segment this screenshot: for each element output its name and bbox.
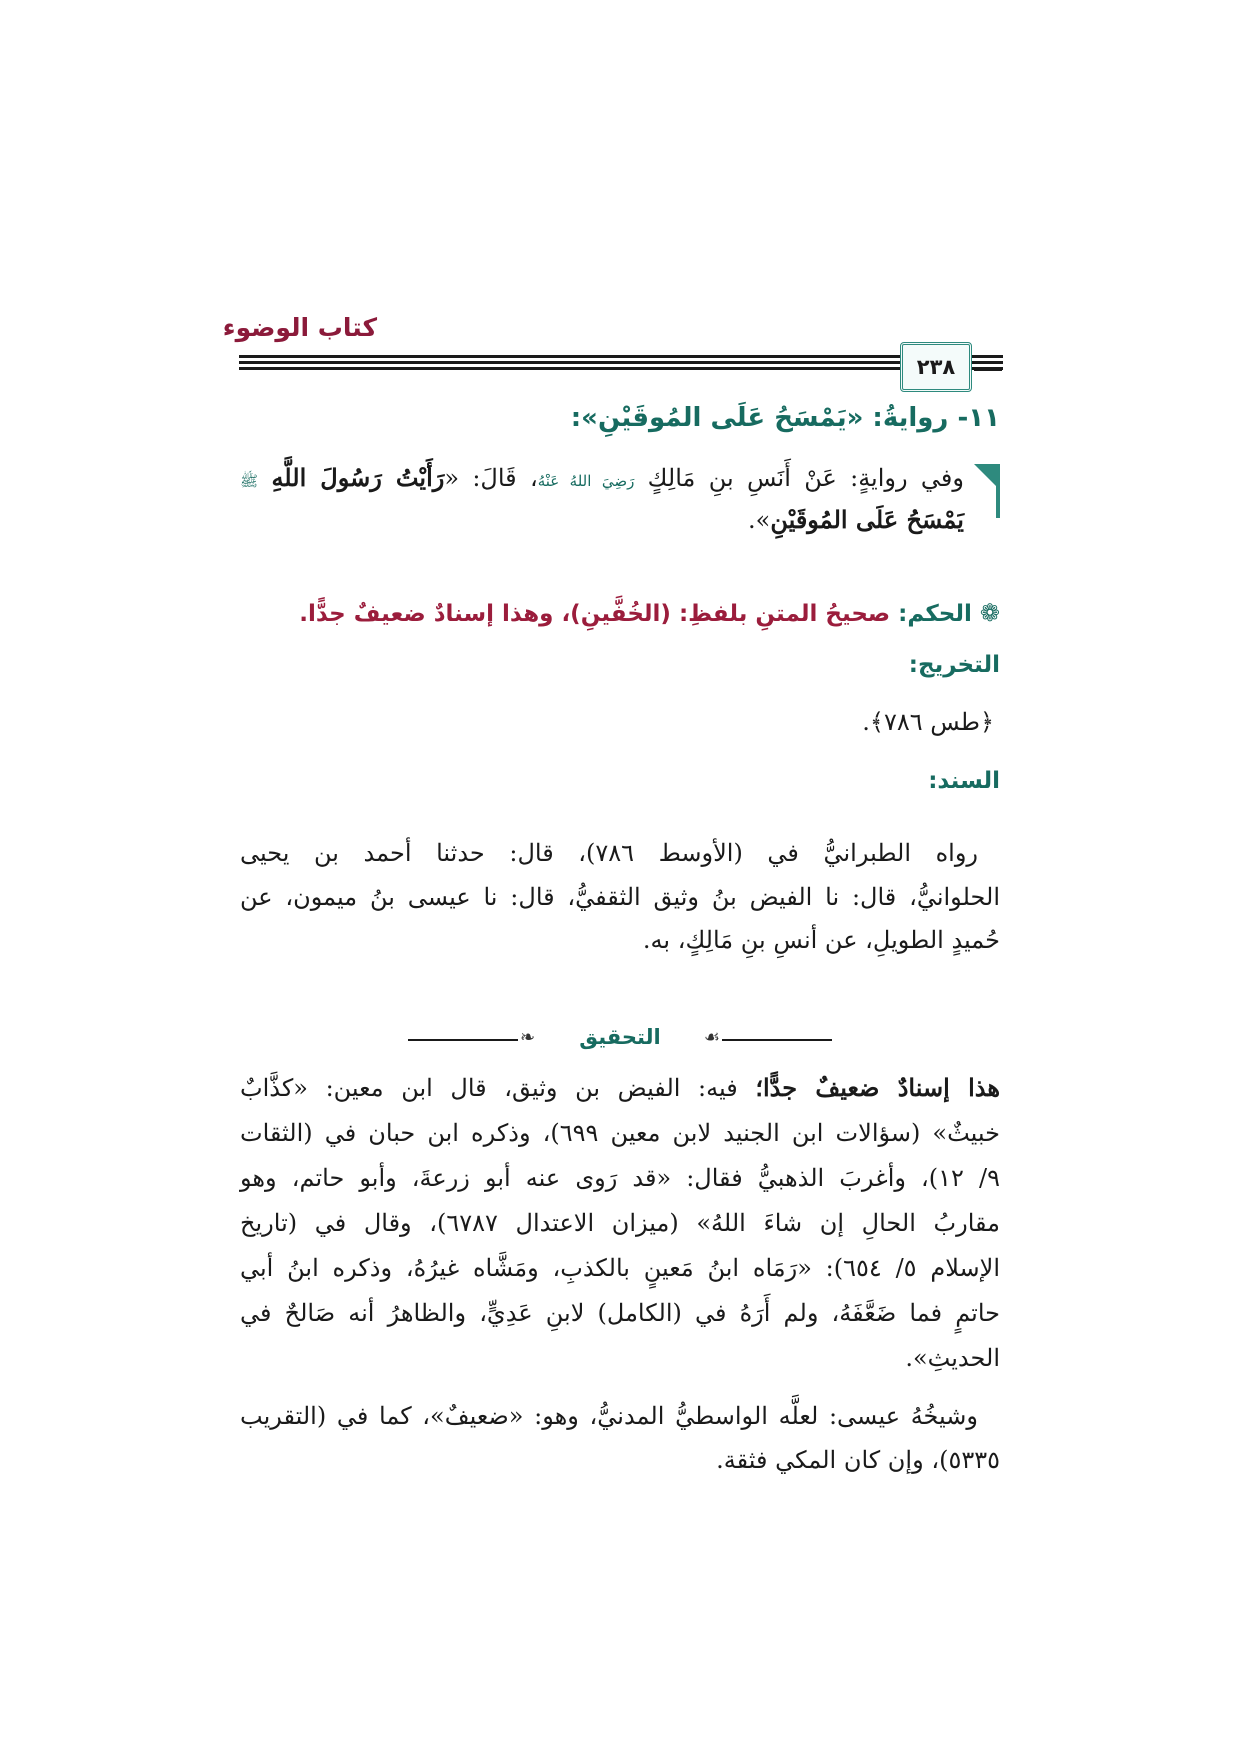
tahqiq-line: الحديثِ». xyxy=(905,1344,1000,1372)
takhrij-heading: التخريج: xyxy=(908,652,1000,678)
tahqiq-heading: التحقيق xyxy=(579,1025,661,1049)
tahqiq-line: الإسلام ٥/ ٦٥٤): «رَمَاه ابنُ مَعينٍ بالكذبِ، ومَشَّاه غيرُهُ، وذكره ابنُ أبي xyxy=(240,1254,1000,1282)
corner-ornament xyxy=(976,464,1000,518)
tahqiq-line: وشيخُهُ عيسى: لعلَّه الواسطيُّ المدنيُّ، وهو: «ضعيفٌ»، كما في (التقريب xyxy=(240,1402,978,1430)
ornament-icon: ☙ xyxy=(703,1027,720,1048)
tahqiq-line: ٥٣٣٥)، وإن كان المكي فثقة. xyxy=(716,1446,1000,1474)
header-rule xyxy=(239,355,1003,358)
header-rule xyxy=(974,368,1002,371)
ruling-label: الحكم: xyxy=(898,601,972,627)
radiya-honorific: رَضِيَ اللهُ عَنْهُ xyxy=(537,472,635,490)
ruling xyxy=(299,593,1000,634)
ornament-icon: ❧ xyxy=(520,1027,536,1048)
header-rule xyxy=(239,367,1003,370)
flower-icon: ❁ xyxy=(979,599,1000,627)
sanad-heading: السند: xyxy=(928,768,1000,794)
header-rule xyxy=(974,361,1002,364)
tahqiq-line: حاتمٍ فما ضَعَّفَهُ، ولم أَرَهُ في (الكامل) لابنِ عَدِيٍّ، والظاهرُ أنه صَالحٌ في xyxy=(240,1299,1000,1327)
tahqiq-line: خبيثٌ» (سؤالات ابن الجنيد لابن معين ٦٩٩)، وذكره ابن حبان في (الثقات xyxy=(240,1119,1001,1147)
sanad-line: حُميدٍ الطويلِ، عن أنسِ بنِ مَالِكٍ، به. xyxy=(642,926,1000,954)
salla-honorific: ﷺ xyxy=(240,472,259,490)
page-number-frame xyxy=(900,342,972,392)
page-number: ٢٣٨ xyxy=(916,355,956,379)
narration-line-1: وفي روايةٍ: عَنْ أَنَسِ بنِ مَالِكٍ رَضِيَ اللهُ عَنْهُ، قَالَ: «رَأَيْتُ رَسُولَ اللَّهِ ﷺ xyxy=(240,463,964,492)
sanad-line: الحلوانيُّ، قال: نا الفيض بنُ وثيق الثقفيُّ، قال: نا عيسى بنُ ميمون، عن xyxy=(240,883,1000,911)
header-rule xyxy=(239,361,1003,364)
tahqiq-line: مقاربُ الحالِ إن شاءَ اللهُ» (ميزان الاعتدال ٦٧٨٧)، وقال في (تاريخ xyxy=(240,1209,1001,1237)
tahqiq-divider xyxy=(408,1025,832,1055)
tahqiq-line: ٩/ ١٢)، وأغربَ الذهبيُّ فقال: «قد رَوى عنه أبو زرعةَ، وأبو حاتم، وهو xyxy=(240,1164,1000,1192)
book-title: كتاب الوضوء xyxy=(222,313,377,342)
takhrij-reference: ﴿طس ٧٨٦﴾. xyxy=(862,708,994,736)
section-title: ١١- روايةُ: «يَمْسَحُ عَلَى المُوقَيْنِ»: xyxy=(570,403,1000,433)
ruling-text: صحيحُ المتنِ بلفظِ: (الخُفَّينِ)، وهذا إسنادٌ ضعيفٌ جدًّا. xyxy=(299,601,899,627)
narration-line-2: يَمْسَحُ عَلَى المُوقَيْنِ». xyxy=(748,505,964,534)
tahqiq-line: هذا إسنادٌ ضعيفٌ جدًّا؛ فيه: الفيض بن وثيق، قال ابن معين: «كذَّابٌ xyxy=(240,1073,1001,1102)
sanad-line: رواه الطبرانيُّ في (الأوسط ٧٨٦)، قال: حدثنا أحمد بن يحيى xyxy=(240,839,978,867)
